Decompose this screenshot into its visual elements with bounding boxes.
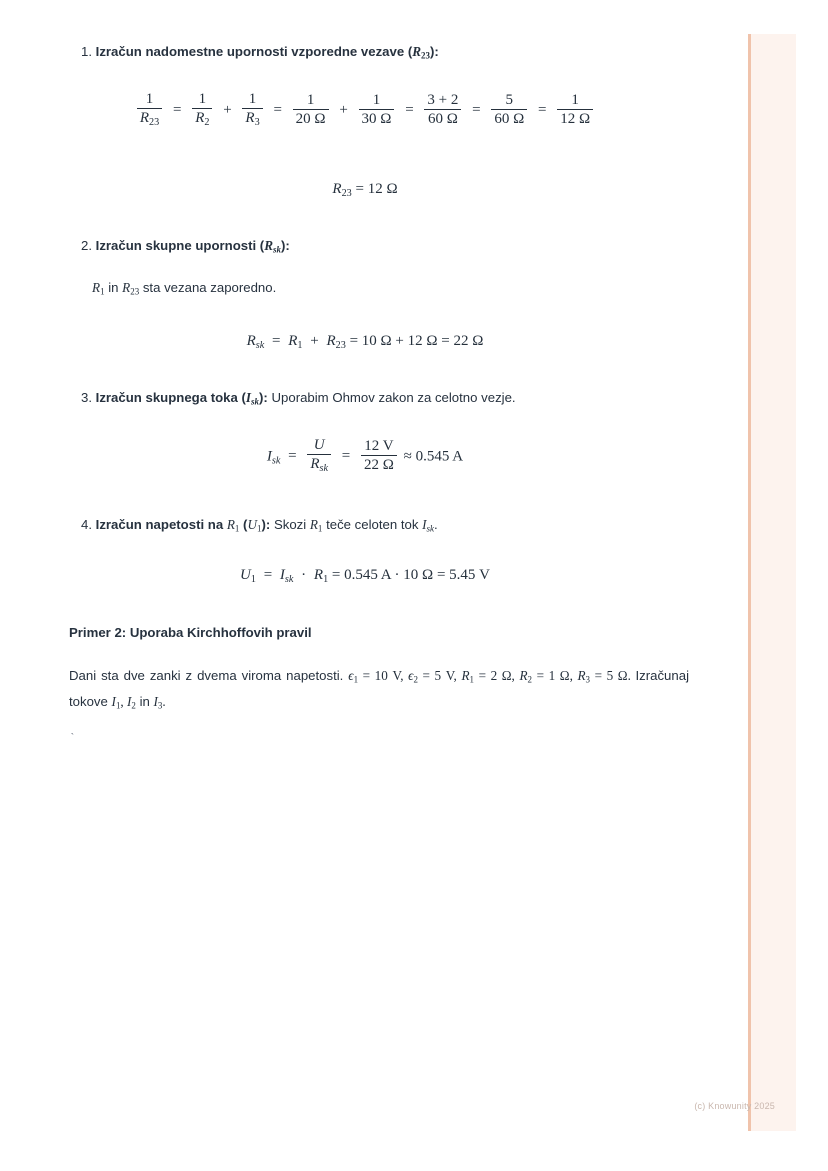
subline-r1-sub: 1 xyxy=(100,286,105,297)
step-4-title-sub: 1 xyxy=(234,523,240,534)
step-4-rest-sub2: sk xyxy=(426,523,434,534)
eq1-t2-den-sub: 3 xyxy=(254,117,260,129)
equation-3 xyxy=(0,333,730,351)
primer-i1-sub: 1 xyxy=(115,700,121,711)
eq5-i-sub: sk xyxy=(284,573,294,585)
eq3-r23-sub: 23 xyxy=(335,339,346,351)
primer-e1-sub: 1 xyxy=(353,674,359,685)
step-3-rest: Uporabim Ohmov zakon za celotno vezje. xyxy=(271,390,516,405)
step-4-title: Izračun napetosti na xyxy=(95,517,227,532)
eq5-r-sub: 1 xyxy=(323,573,329,585)
eq1-lhs-fraction xyxy=(137,91,162,129)
eq1-term7-fraction xyxy=(557,92,593,129)
step-4-heading xyxy=(81,515,681,536)
eq4-equals-1: = xyxy=(288,448,297,465)
eq1-lhs-den-sub: 23 xyxy=(149,117,160,129)
footer-copyright: (c) Knowunity 2025 xyxy=(694,1101,775,1111)
step-2-title: Izračun skupne upornosti ( xyxy=(95,238,265,253)
eq3-values: = 10 Ω + 12 Ω = 22 Ω xyxy=(349,333,484,349)
step-4-rest-c: . xyxy=(434,517,438,532)
eq1-t1-den-sub: 2 xyxy=(204,117,210,129)
eq4-result: ≈ 0.545 A xyxy=(403,448,464,465)
primer-e1-val: = 10 V, xyxy=(358,668,409,683)
primer-i2-var: I xyxy=(127,693,132,709)
step-3-title-var: I xyxy=(245,390,252,405)
eq4-lhs-var: I xyxy=(266,448,272,465)
eq5-equals-1: = xyxy=(263,567,273,583)
eq2-var: R xyxy=(332,181,342,197)
eq1-term5-fraction xyxy=(424,92,461,129)
eq5-dot: · xyxy=(301,567,307,583)
step-4-rest-sub: 1 xyxy=(317,523,323,534)
eq2-sub: 23 xyxy=(341,187,352,199)
step-4-title-var: R xyxy=(226,517,235,532)
primer-i1-sep: , xyxy=(120,693,128,709)
eq2-value: = 12 Ω xyxy=(355,181,398,197)
eq1-term6-fraction xyxy=(491,92,527,129)
equation-2 xyxy=(0,181,730,199)
eq3-r1-var: R xyxy=(288,333,298,349)
eq1-equals-3: = xyxy=(405,102,414,119)
step-3-number: 3. xyxy=(81,390,92,405)
eq1-t5-denominator: 60 Ω xyxy=(424,109,461,129)
equation-5 xyxy=(0,567,730,585)
eq4-lhs-sub: sk xyxy=(271,455,281,467)
eq4-f1-den-var: R xyxy=(310,456,320,473)
step-1-title-sub: 23 xyxy=(421,50,431,61)
step-3-heading xyxy=(81,388,681,409)
eq1-plus-1: + xyxy=(223,102,232,119)
right-edge-accent-line xyxy=(748,34,751,1131)
eq1-t7-denominator: 12 Ω xyxy=(557,109,593,129)
step-1-title: Izračun nadomestne upornosti vzporedne vezave ( xyxy=(95,44,413,59)
eq5-lhs-sub: 1 xyxy=(250,573,256,585)
eq1-lhs-denominator xyxy=(137,108,162,129)
eq5-lhs-var: U xyxy=(240,567,251,583)
eq1-t1-numerator: 1 xyxy=(198,91,207,108)
eq4-fraction-1 xyxy=(307,437,331,475)
primer-i2-sep: in xyxy=(135,693,154,709)
primer-i3-sub: 3 xyxy=(157,700,163,711)
primer-r2-val: = 1 Ω, xyxy=(532,668,578,683)
subline-r1-var: R xyxy=(92,280,101,295)
step-4-rest-var: R xyxy=(309,517,318,532)
step-1-heading xyxy=(81,42,681,63)
primer-r3-var: R xyxy=(577,668,586,683)
equation-1 xyxy=(0,92,730,130)
eq3-lhs-var: R xyxy=(246,333,256,349)
series-connection-note xyxy=(92,280,276,297)
eq1-t2-numerator: 1 xyxy=(248,91,257,108)
eq1-term1-fraction xyxy=(192,91,212,129)
step-2-title-var: R xyxy=(264,238,273,253)
step-1-number: 1. xyxy=(81,44,92,59)
step-4-title-end: ): xyxy=(261,517,271,532)
primer-r1-sub: 1 xyxy=(469,674,474,685)
eq4-f1-denominator xyxy=(307,454,331,475)
step-3-title-sub: sk xyxy=(251,396,260,407)
primer-r3-sub: 3 xyxy=(585,674,591,685)
eq5-i-var: I xyxy=(279,567,285,583)
step-4-title-sub2: 1 xyxy=(256,523,262,534)
primer-2-body xyxy=(69,663,689,715)
eq1-t1-den-var: R xyxy=(195,110,205,127)
eq5-r-var: R xyxy=(313,567,324,583)
eq1-equals-1: = xyxy=(172,102,182,119)
primer-r3-val: = 5 Ω. xyxy=(590,668,636,683)
step-2-heading xyxy=(81,236,681,257)
primer-i1-var: I xyxy=(111,693,116,709)
eq1-term4-fraction xyxy=(359,92,395,129)
step-3-title-end: ): xyxy=(259,390,268,405)
subline-r23-sub: 23 xyxy=(130,286,140,297)
primer-body-a: Dani sta dve zanki z dvema viroma napetosti. xyxy=(69,668,349,683)
eq1-t1-denominator xyxy=(192,108,212,129)
step-1-title-var: R xyxy=(412,44,422,59)
step-2-number: 2. xyxy=(81,238,92,253)
equation-4 xyxy=(0,438,730,476)
step-4-title-mid: ( xyxy=(239,517,248,532)
primer-body-b: Izračunaj tokove xyxy=(69,668,689,709)
eq1-equals-2: = xyxy=(273,102,282,119)
primer-r1-var: R xyxy=(461,668,470,683)
eq4-f2-denominator: 22 Ω xyxy=(361,455,397,475)
eq1-equals-4: = xyxy=(472,102,481,119)
eq4-fraction-2 xyxy=(361,438,397,475)
subline-tail: sta vezana zaporedno. xyxy=(139,280,277,295)
eq1-t6-numerator: 5 xyxy=(505,91,514,108)
primer-e2-var: ϵ xyxy=(408,668,414,683)
eq1-t7-numerator: 1 xyxy=(571,91,579,108)
primer-e2-val: = 5 V, xyxy=(417,668,462,683)
eq3-r1-sub: 1 xyxy=(297,339,303,351)
primer-e1-var: ϵ xyxy=(348,668,354,683)
eq1-lhs-den-var: R xyxy=(139,110,150,127)
eq1-t2-den-var: R xyxy=(245,110,255,127)
eq3-lhs-sub: sk xyxy=(255,339,265,351)
subline-r23-var: R xyxy=(122,280,131,295)
step-4-number: 4. xyxy=(81,517,92,532)
eq1-t2-denominator xyxy=(242,108,262,129)
step-2-title-end: ): xyxy=(280,238,290,253)
eq1-lhs-numerator: 1 xyxy=(145,91,154,108)
subline-mid: in xyxy=(104,280,123,295)
step-2-title-sub: sk xyxy=(273,244,281,255)
step-3-title: Izračun skupnega toka ( xyxy=(95,390,246,405)
eq3-r23-var: R xyxy=(326,333,336,349)
step-4-rest-a: Skozi xyxy=(273,517,310,532)
primer-i3-var: I xyxy=(153,693,158,709)
eq1-t3-denominator: 20 Ω xyxy=(293,109,329,129)
primer-body-end: . xyxy=(162,693,166,709)
primer-r2-sub: 2 xyxy=(527,674,532,685)
eq1-term2-fraction xyxy=(242,91,262,129)
primer-2-title: Primer 2: Uporaba Kirchhoffovih pravil xyxy=(69,625,312,640)
eq1-term3-fraction xyxy=(293,92,329,129)
eq1-t4-denominator: 30 Ω xyxy=(359,109,395,129)
primer-r2-var: R xyxy=(519,668,528,683)
step-4-rest-var2: I xyxy=(422,517,427,532)
eq5-result: = 0.545 A · 10 Ω = 5.45 V xyxy=(331,567,490,583)
eq3-equals-1: = xyxy=(272,333,281,349)
stray-backtick-mark: ` xyxy=(69,733,76,745)
eq1-t4-numerator: 1 xyxy=(372,91,381,108)
primer-i2-sub: 2 xyxy=(131,700,136,711)
step-4-title-var2: U xyxy=(247,517,257,532)
eq1-t3-numerator: 1 xyxy=(306,91,315,108)
eq4-equals-2: = xyxy=(341,448,351,465)
eq1-equals-5: = xyxy=(538,102,547,119)
eq1-plus-2: + xyxy=(339,102,348,119)
eq1-t6-denominator: 60 Ω xyxy=(491,109,527,129)
eq1-t5-numerator: 3 + 2 xyxy=(427,91,459,108)
primer-e2-sub: 2 xyxy=(413,674,418,685)
step-4-rest-b: teče celoten tok xyxy=(322,517,423,532)
eq3-plus: + xyxy=(310,333,319,349)
eq4-f2-numerator: 12 V xyxy=(364,437,394,454)
step-1-title-end: ): xyxy=(430,44,439,59)
eq4-f1-den-sub: sk xyxy=(319,463,328,475)
right-edge-panel xyxy=(748,34,796,1131)
eq4-f1-numerator: U xyxy=(313,437,325,454)
primer-r1-val: = 2 Ω, xyxy=(473,668,520,683)
